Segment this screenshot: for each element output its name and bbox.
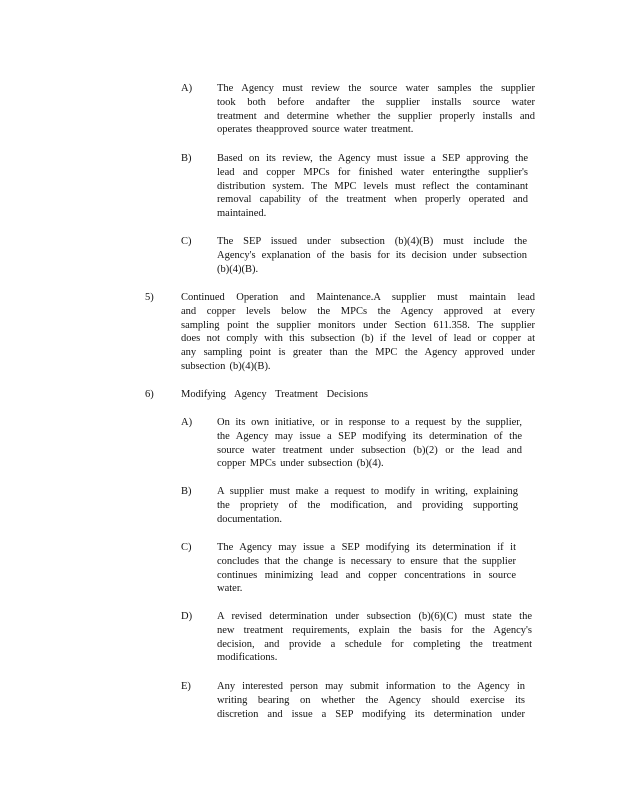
item-text [217,485,518,526]
item-label: A) [181,83,193,94]
text-line: documentation. [217,513,283,525]
item-text [217,680,525,721]
text-line: writing bearing on whether the Agency should exercise its [217,694,525,706]
item-label: E) [181,681,191,692]
item-text [217,541,516,596]
item-text [217,82,535,137]
text-line: lead and copper MPCs for finished water enteringthe supplier's [217,166,528,178]
text-line: source water treatment under subsection (b)(2) or the lead and [217,444,522,456]
text-line: Agency's explanation of the basis for its decision under subsection [217,249,527,261]
item-label: A) [181,417,193,428]
item-label: B) [181,486,192,497]
text-line: any sampling point is greater than the MPC the Agency approved under [181,347,535,359]
text-line: does not comply with this subsection (b) if the level of lead or copper at [181,333,535,345]
text-line: Continued Operation and Maintenance.A supplier must maintain lead [181,292,535,303]
text-line: continues minimizing lead and copper concentrations in source [217,569,516,581]
item-label: B) [181,153,192,164]
item-label: D) [181,611,193,622]
text-line: The SEP issued under subsection (b)(4)(B) must include the [217,236,527,247]
item-text [181,291,535,374]
text-line: took both before andafter the supplier installs source water [217,96,535,108]
text-line: Modifying Agency Treatment Decisions [181,389,368,400]
text-line: modifications. [217,652,278,664]
text-line: and copper levels below the MPCs the Agency approved at every [181,305,535,317]
text-line: A revised determination under subsection (b)(6)(C) must state the [217,611,532,622]
text-line: water. [217,583,243,595]
text-line: (b)(4)(B). [217,263,259,275]
item-text [217,416,522,471]
text-line: discretion and issue a SEP modifying its determination under [217,708,525,720]
item-text [217,610,532,665]
text-line: decision, and provide a schedule for completing the treatment [217,638,532,650]
text-line: distribution system. The MPC levels must reflect the contaminant [217,180,528,192]
item-label: C) [181,542,192,553]
item-label: 5) [145,292,154,303]
item-label: C) [181,236,192,247]
text-line: maintained. [217,208,267,220]
text-line: The Agency must review the source water samples the supplier [217,83,535,94]
text-line: Based on its review, the Agency must issue a SEP approving the [217,153,528,164]
text-line: operates theapproved source water treatment. [217,124,414,136]
text-line: the Agency may issue a SEP modifying its determination of the [217,430,522,442]
text-line: sampling point the supplier monitors under Section 611.358. The supplier [181,319,535,331]
item-text [217,235,527,276]
text-line: the propriety of the modification, and providing supporting [217,499,518,511]
text-line: new treatment requirements, explain the basis for the Agency's [217,624,532,636]
text-line: concludes that the change is necessary to ensure that the supplier [217,555,516,567]
text-line: treatment and determine whether the supplier properly installs and [217,110,535,122]
item-label: 6) [145,389,154,400]
text-line: subsection (b)(4)(B). [181,360,271,372]
text-line: copper MPCs under subsection (b)(4). [217,458,384,470]
text-line: The Agency may issue a SEP modifying its determination if it [217,542,516,553]
item-text [217,152,528,221]
text-line: removal capability of the treatment when properly operated and [217,194,528,206]
text-line: On its own initiative, or in response to a request by the supplier, [217,417,522,428]
text-line: A supplier must make a request to modify in writing, explaining [217,486,518,497]
item-text [181,388,368,402]
text-line: Any interested person may submit information to the Agency in [217,681,525,692]
